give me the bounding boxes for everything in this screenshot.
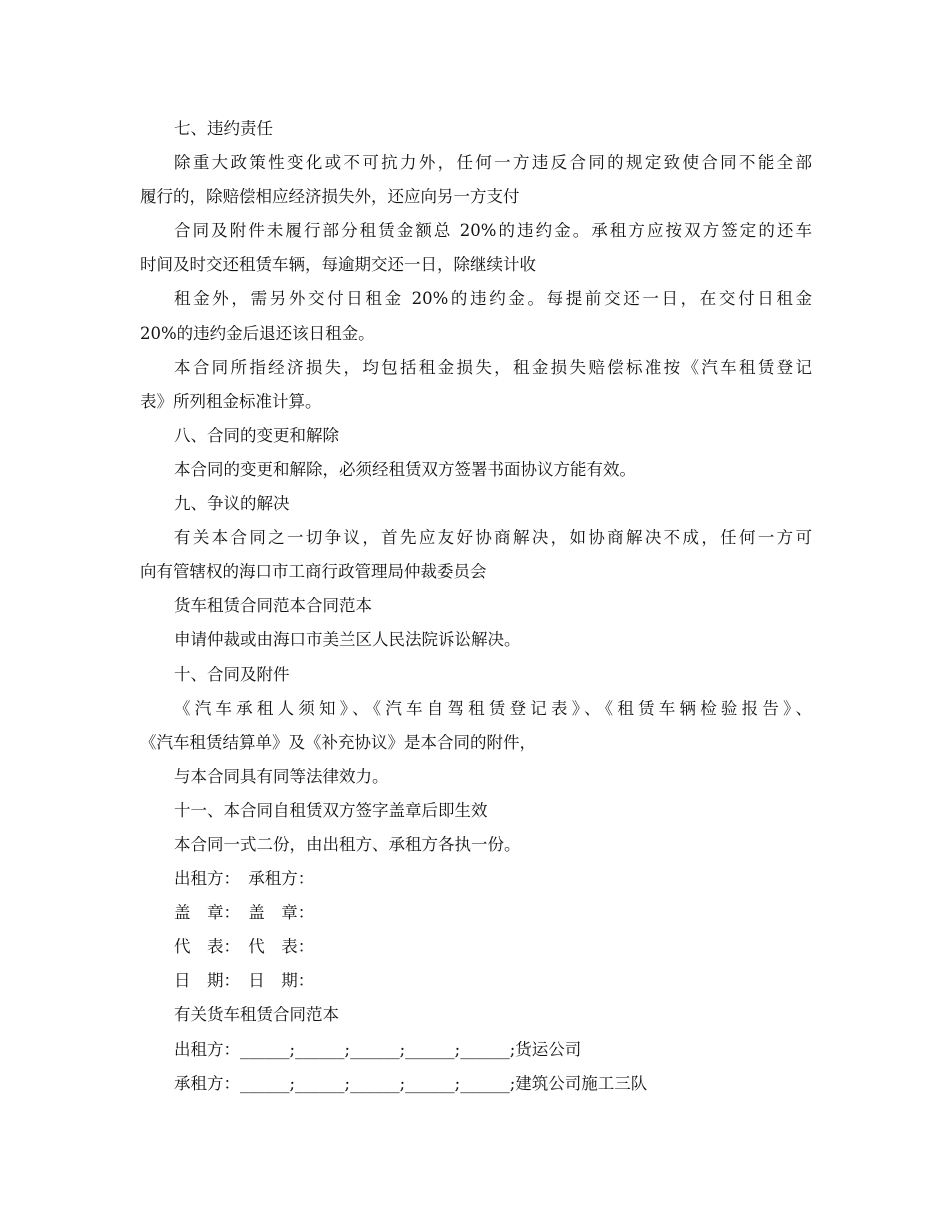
text-line: 合同及附件未履行部分租赁金额总 20%的违约金。承租方应按双方签定的还车 [174,221,812,241]
text-line: 租金外，需另外交付日租金 20%的违约金。每提前交还一日，在交付日租金 [174,289,812,309]
text-line: 七、违约责任 [174,119,273,138]
document-title: 有关货车租赁合同范本 [174,1005,339,1025]
text-line: 除重大政策性变化或不可抗力外，任何一方违反合同的规定致使合同不能全部 [174,153,812,173]
signature-line: 日 期： 日 期： [174,971,315,991]
text-line: 本合同的变更和解除，必须经租赁双方签署书面协议方能有效。 [174,459,636,479]
text-line: 向有管辖权的海口市工商行政管理局仲裁委员会 [140,562,487,582]
signature-line: 盖 章： 盖 章： [174,903,315,923]
text-line: 《汽车租赁结算单》及《补充协议》是本合同的附件， [140,732,536,752]
section-heading: 九、争议的解决 [174,494,290,514]
section-heading: 八、合同的变更和解除 [174,425,339,445]
text-line: 本合同一式二份，由出租方、承租方各执一份。 [174,834,521,854]
party-line: 承租方：______;______;______;______;______;建筑公司施工三队 [174,1073,648,1093]
section-heading: 十、合同及附件 [174,664,290,684]
text-line: 货车租赁合同范本合同范本 [174,596,372,616]
text-line: 20%的违约金后退还该日租金。 [140,323,375,343]
text-line: 履行的，除赔偿相应经济损失外，还应向另一方支付 [140,187,520,207]
text-line: 时间及时交还租赁车辆，每逾期交还一日，除继续计收 [140,255,536,275]
party-line: 出租方：______;______;______;______;______;货运公司 [174,1039,582,1059]
signature-line: 代 表： 代 表： [174,937,315,957]
text-line: 《汽车承租人须知》、《汽车自驾租赁登记表》、《租赁车辆检验报告》、 [174,698,812,718]
section-heading: 十一、本合同自租赁双方签字盖章后即生效 [174,800,488,820]
text-line: 表》所列租金标准计算。 [140,391,322,411]
document-page [140,112,812,1101]
text-line: 有关本合同之一切争议，首先应友好协商解决，如协商解决不成，任何一方可 [174,528,812,548]
text-line: 与本合同具有同等法律效力。 [174,766,389,786]
text-line: 本合同所指经济损失，均包括租金损失，租金损失赔偿标准按《汽车租赁登记 [174,357,812,377]
signature-line: 出租方： 承租方： [174,869,315,889]
text-line: 申请仲裁或由海口市美兰区人民法院诉讼解决。 [174,630,521,650]
